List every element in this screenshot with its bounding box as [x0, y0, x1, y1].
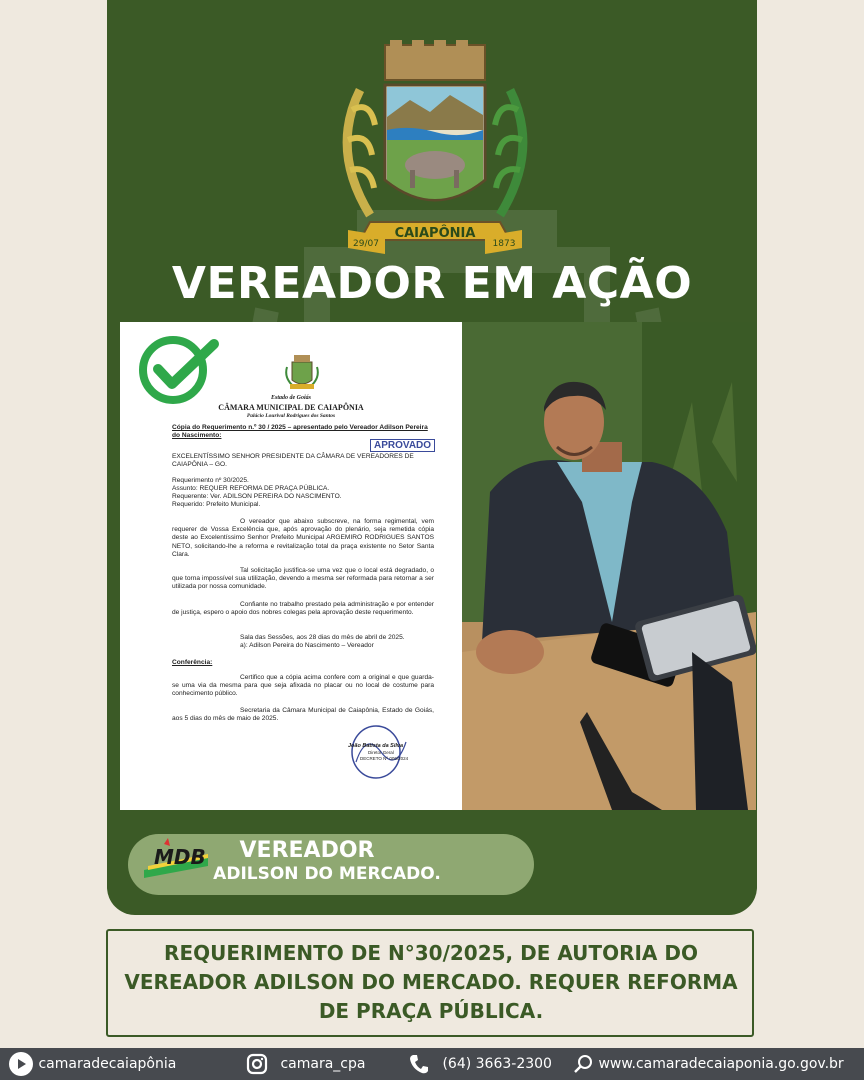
footer-website[interactable]: [572, 1048, 844, 1080]
phone-icon: [408, 1053, 430, 1075]
instagram-handle: camara_cpa: [280, 1056, 366, 1072]
doc-sig-decree: DECRETO Nº 006/2024: [360, 756, 409, 761]
doc-subject: Assunto: REQUER REFORMA DE PRAÇA PÚBLICA.: [172, 485, 330, 492]
doc-para1: O vereador que abaixo subscreve, na forma regimental, vem requerer de Vossa Excelência que, após aprovação do plenário, seja remetida cópia deste ao Excelentíssimo Senhor Prefeito Municipal ARGEMIRO RODRIGUES SANTOS NETO, solicitando-lhe a reforma e revitalização total da praça existente no Setor Santa Clara.: [172, 518, 434, 558]
mdb-logo: [140, 836, 212, 884]
namebar-name: ADILSON DO MERCADO.: [213, 864, 441, 884]
approved-stamp: APROVADO: [370, 439, 435, 452]
request-document: [120, 322, 462, 810]
doc-session: Sala das Sessões, aos 28 dias do mês de abril de 2025.: [240, 634, 405, 641]
crest-name: CAIAPÔNIA: [394, 226, 476, 241]
party-name: MDB: [154, 845, 206, 869]
youtube-icon: [8, 1051, 34, 1077]
doc-palace: Palácio Lourival Rodrigues dos Santos: [246, 413, 336, 419]
doc-requester: Requerente: Ver. ADILSON PEREIRA DO NASCIMENTO.: [172, 493, 342, 500]
youtube-handle: camaradecaiapônia: [38, 1056, 177, 1072]
doc-para3: Confiante no trabalho prestado pela administração e por entender de justiça, espero o apoio dos nobres colegas pela aprovação deste requerimento.: [172, 601, 434, 617]
doc-sig-name: João Batista da Silva: [348, 743, 404, 749]
doc-para2: Tal solicitação justifica-se uma vez que o local está degradado, o que torna impossível sua utilização, devendo a mesma ser reformada para retornar a ser utilizada por nossa comunidade.: [172, 567, 434, 591]
footer-instagram[interactable]: [246, 1048, 365, 1080]
crest-date-right: 1873: [492, 239, 516, 249]
phone-number: (64) 3663-2300: [442, 1056, 552, 1072]
caiaponia-crest: [330, 40, 540, 255]
crest-date-left: 29/07: [353, 239, 379, 249]
website-url: www.camaradecaiaponia.go.gov.br: [598, 1056, 844, 1072]
doc-conf2: Secretaria da Câmara Municipal de Caiapônia, Estado de Goiás, aos 5 dias do mês de maio de 2025.: [172, 707, 434, 723]
doc-copy-title: Cópia do Requerimento n.º 30 / 2025 – apresentado pelo Vereador Adilson Pereira do Nascimento:: [172, 424, 428, 440]
instagram-icon: [246, 1053, 268, 1075]
doc-req-no: Requerimento nº 30/2025.: [172, 477, 249, 484]
doc-salutation: EXCELENTÍSSIMO SENHOR PRESIDENTE DA CÂMARA DE VEREADORES DE CAIAPÔNIA – GO.: [172, 453, 414, 469]
footer-bar: [0, 1048, 864, 1080]
councilman-photo: [462, 322, 756, 810]
headline: VEREADOR EM AÇÃO: [171, 258, 693, 309]
info-text: REQUERIMENTO DE N°30/2025, DE AUTORIA DO VEREADOR ADILSON DO MERCADO. REQUER REFORMA DE PRAÇA PÚBLICA.: [124, 941, 738, 1023]
doc-sig-role: Diretor Geral: [368, 750, 394, 755]
doc-conference-title: Conferência:: [172, 659, 213, 666]
doc-conf1: Certifico que a cópia acima confere com a original e que guarda-se uma via da mesma para que seja afixada no placar ou no local de costume para conhecimento público.: [172, 674, 434, 698]
doc-signed: a): Adilson Pereira do Nascimento – Vereador: [240, 642, 374, 649]
small-crest-icon: [282, 352, 322, 392]
doc-requested: Requerido: Prefeito Municipal.: [172, 501, 261, 508]
footer-phone[interactable]: [408, 1048, 552, 1080]
doc-chamber: CÂMARA MUNICIPAL DE CAIAPÔNIA: [218, 403, 364, 412]
namebar-title: VEREADOR: [239, 838, 375, 863]
search-icon: [572, 1053, 594, 1075]
doc-state: Estado de Goiás: [270, 395, 311, 401]
footer-youtube[interactable]: [8, 1048, 176, 1080]
